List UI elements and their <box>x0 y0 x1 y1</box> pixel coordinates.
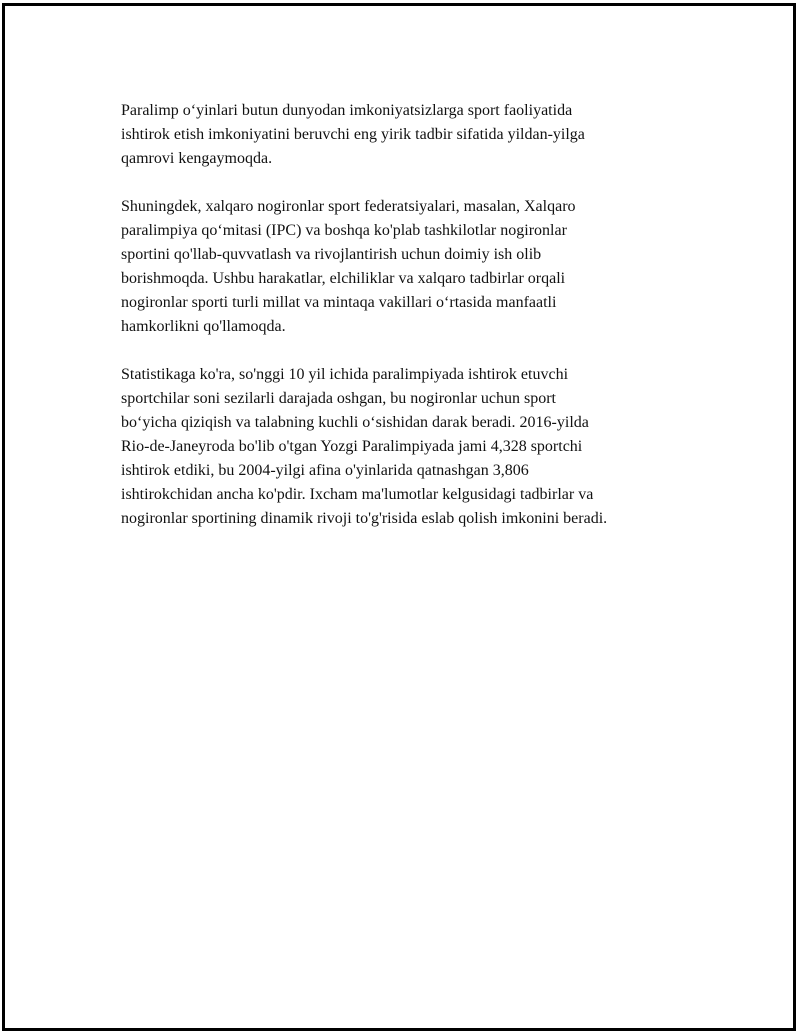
text-line: Statistikaga ko'ra, so'nggi 10 yil ichida paralimpiyada ishtirok etuvchi <box>121 366 569 383</box>
text-line: nogironlar sportining dinamik rivoji to'g'risida eslab qolish imkonini beradi. <box>121 510 608 527</box>
text-line: Paralimp o‘yinlari butun dunyodan imkoniyatsizlarga sport faoliyatida <box>121 102 573 119</box>
paragraph-statistics <box>121 363 693 531</box>
paragraph-paralympics-intro <box>121 99 693 171</box>
text-line: nogironlar sporti turli millat va mintaqa vakillari o‘rtasida manfaatli <box>121 294 557 311</box>
text-line: Shuningdek, xalqaro nogironlar sport federatsiyalari, masalan, Xalqaro <box>121 198 576 215</box>
text-line: hamkorlikni qo'llamoqda. <box>121 318 286 335</box>
paragraph-international-federations <box>121 195 693 339</box>
text-line: ishtirok etdiki, bu 2004-yilgi afina o'yinlarida qatnashgan 3,806 <box>121 462 529 479</box>
document-body <box>121 99 693 555</box>
text-line: Rio-de-Janeyroda bo'lib o'tgan Yozgi Paralimpiyada jami 4,328 sportchi <box>121 438 583 455</box>
text-line: bo‘yicha qiziqish va talabning kuchli o‘sishidan darak beradi. 2016-yilda <box>121 414 589 431</box>
page-frame <box>2 3 796 1031</box>
text-line: ishtirok etish imkoniyatini beruvchi eng yirik tadbir sifatida yildan-yilga <box>121 126 585 143</box>
text-line: ishtirokchidan ancha ko'pdir. Ixcham ma'lumotlar kelgusidagi tadbirlar va <box>121 486 594 503</box>
text-line: sportini qo'llab-quvvatlash va rivojlantirish uchun doimiy ish olib <box>121 246 542 263</box>
text-line: borishmoqda. Ushbu harakatlar, elchiliklar va xalqaro tadbirlar orqali <box>121 270 566 287</box>
text-line: paralimpiya qo‘mitasi (IPC) va boshqa ko'plab tashkilotlar nogironlar <box>121 222 567 239</box>
text-line: qamrovi kengaymoqda. <box>121 150 273 167</box>
text-line: sportchilar soni sezilarli darajada oshgan, bu nogironlar uchun sport <box>121 390 556 407</box>
